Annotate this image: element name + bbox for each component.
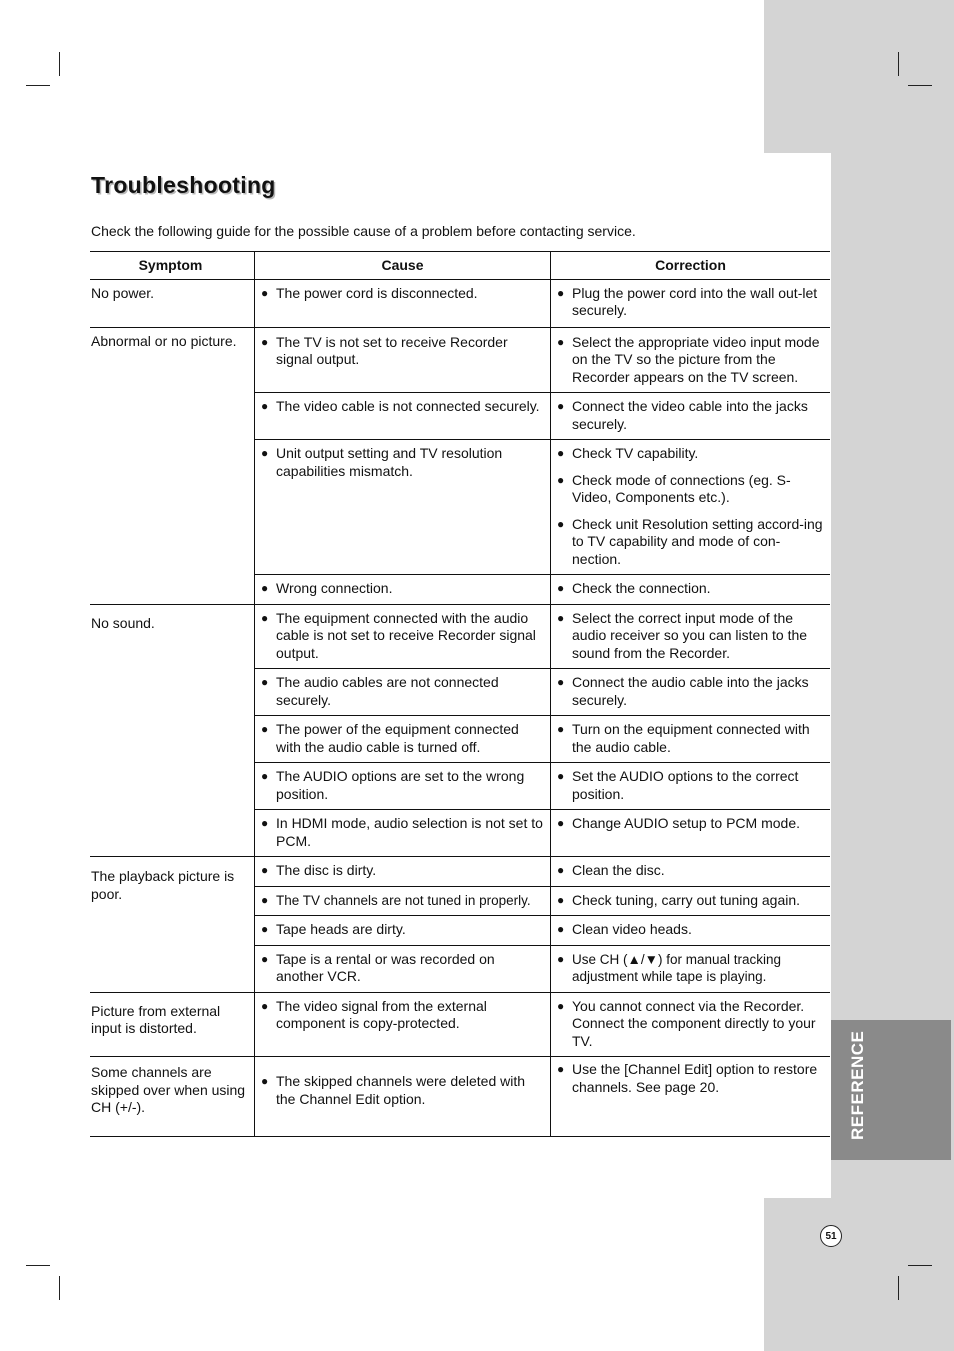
cause-item: ● The equipment connected with the audio cable is not set to receive Recorder signal output. (261, 610, 544, 663)
correction-item: ● Select the correct input mode of the audio receiver so you can listen to the sound from the Recorder. (557, 610, 824, 663)
correction-cell (551, 279, 831, 327)
page-title: Troubleshooting (91, 172, 276, 198)
cause-cell (255, 916, 551, 946)
cause-item: ● The video cable is not connected securely. (261, 398, 544, 416)
cause-item: ● Tape is a rental or was recorded on another VCR. (261, 951, 544, 986)
cause-item: ● Unit output setting and TV resolution capabilities mismatch. (261, 445, 544, 480)
correction-cell (551, 810, 831, 857)
symptom-cell: The playback picture is poor. (90, 857, 255, 993)
correction-cell (551, 327, 831, 393)
crop-mark (26, 85, 50, 86)
cause-cell (255, 945, 551, 992)
correction-item: ● Check tuning, carry out tuning again. (557, 892, 824, 910)
crop-mark (59, 1276, 60, 1300)
cause-item: ● Wrong connection. (261, 580, 544, 598)
cause-item: ● In HDMI mode, audio selection is not set to PCM. (261, 815, 544, 850)
table-row (90, 279, 830, 327)
cause-item: ● The video signal from the external component is copy-protected. (261, 998, 544, 1033)
correction-item: ● Use CH (▲/▼) for manual tracking adjustment while tape is playing. (557, 951, 824, 986)
cause-item: ● The TV is not set to receive Recorder signal output. (261, 334, 544, 369)
cause-cell (255, 992, 551, 1057)
cause-item: ● The power cord is disconnected. (261, 285, 544, 303)
cause-cell (255, 763, 551, 810)
table-row (90, 1057, 830, 1137)
cause-cell (255, 279, 551, 327)
correction-cell (551, 857, 831, 887)
correction-cell (551, 716, 831, 763)
correction-cell (551, 1057, 831, 1137)
cause-cell (255, 669, 551, 716)
correction-cell (551, 763, 831, 810)
symptom-cell: Picture from external input is distorted. (90, 992, 255, 1057)
symptom-cell: No power. (90, 279, 255, 327)
correction-item: ● You cannot connect via the Recorder. Connect the component directly to your TV. (557, 998, 824, 1051)
sidebar-bottom-band (764, 1198, 954, 1351)
crop-mark (908, 85, 932, 86)
symptom-cell: No sound. (90, 604, 255, 857)
symptom-cell: Some channels are skipped over when using CH (+/-). (90, 1057, 255, 1137)
symptom-cell: Abnormal or no picture. (90, 327, 255, 604)
cause-item: ● The skipped channels were deleted with the Channel Edit option. (261, 1073, 544, 1108)
troubleshooting-table (90, 251, 830, 1137)
correction-cell (551, 886, 831, 916)
correction-item: ● Check mode of connections (eg. S-Video, Components etc.). (557, 472, 824, 507)
correction-item: ● Change AUDIO setup to PCM mode. (557, 815, 824, 833)
table-row (90, 327, 830, 393)
correction-item: ● Check the connection. (557, 580, 824, 598)
table-row (90, 604, 830, 669)
correction-item: ● Clean the disc. (557, 862, 824, 880)
correction-item: ● Check TV capability. (557, 445, 824, 463)
cause-cell (255, 716, 551, 763)
cause-cell (255, 604, 551, 669)
cause-cell (255, 327, 551, 393)
correction-item: ● Plug the power cord into the wall out-let securely. (557, 285, 824, 320)
page-number: 51 (820, 1225, 842, 1247)
crop-mark (898, 52, 899, 76)
intro-text: Check the following guide for the possible cause of a problem before contacting service. (91, 223, 636, 239)
sidebar-top-band (764, 0, 954, 153)
crop-mark (898, 1276, 899, 1300)
cause-item: ● The TV channels are not tuned in properly. (261, 892, 544, 910)
cause-cell (255, 810, 551, 857)
correction-cell (551, 440, 831, 575)
correction-item: ● Connect the audio cable into the jacks securely. (557, 674, 824, 709)
table-row (90, 857, 830, 887)
cause-item: ● Tape heads are dirty. (261, 921, 544, 939)
crop-mark (59, 52, 60, 76)
correction-item: ● Turn on the equipment connected with the audio cable. (557, 721, 824, 756)
correction-item: ● Clean video heads. (557, 921, 824, 939)
correction-item: ● Connect the video cable into the jacks securely. (557, 398, 824, 433)
cause-item: ● The disc is dirty. (261, 862, 544, 880)
correction-cell (551, 604, 831, 669)
correction-item: ● Use the [Channel Edit] option to restore channels. See page 20. (557, 1061, 824, 1096)
header-correction: Correction (551, 252, 831, 280)
header-symptom: Symptom (90, 252, 255, 280)
reference-tab-label: REFERENCE (848, 1030, 867, 1140)
cause-cell (255, 1057, 551, 1137)
cause-item: ● The power of the equipment connected with the audio cable is turned off. (261, 721, 544, 756)
cause-cell (255, 575, 551, 605)
correction-cell (551, 916, 831, 946)
crop-mark (26, 1265, 50, 1266)
correction-item: ● Check unit Resolution setting accord-ing to TV capability and mode of con-nection. (557, 516, 824, 569)
correction-item: ● Select the appropriate video input mode on the TV so the picture from the Recorder appears on the TV screen. (557, 334, 824, 387)
cause-cell (255, 886, 551, 916)
header-cause: Cause (255, 252, 551, 280)
cause-cell (255, 440, 551, 575)
table-header-row (90, 252, 830, 280)
cause-cell (255, 857, 551, 887)
correction-cell (551, 945, 831, 992)
cause-item: ● The audio cables are not connected securely. (261, 674, 544, 709)
cause-item: ● The AUDIO options are set to the wrong position. (261, 768, 544, 803)
correction-cell (551, 575, 831, 605)
correction-cell (551, 992, 831, 1057)
correction-item: ● Set the AUDIO options to the correct position. (557, 768, 824, 803)
crop-mark (908, 1265, 932, 1266)
correction-cell (551, 393, 831, 440)
correction-cell (551, 669, 831, 716)
table-row (90, 992, 830, 1057)
cause-cell (255, 393, 551, 440)
